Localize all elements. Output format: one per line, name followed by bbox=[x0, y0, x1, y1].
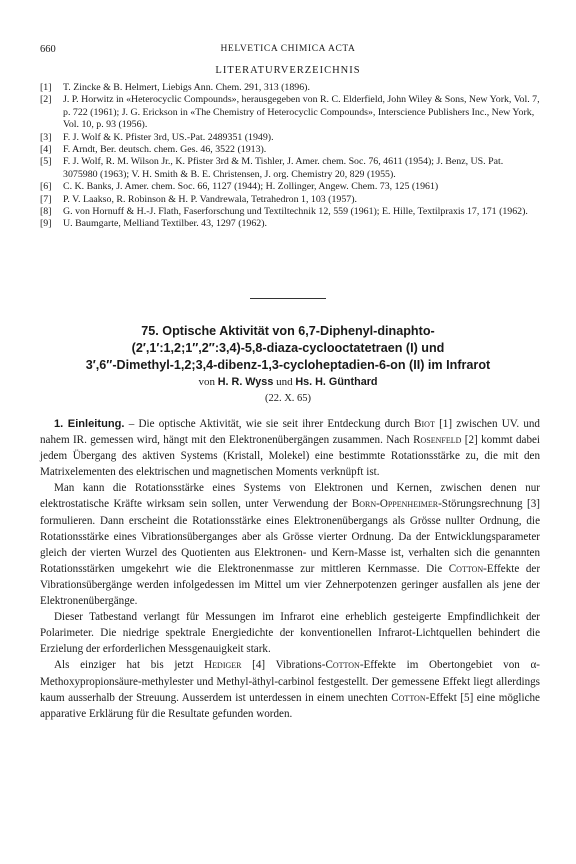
reference-number: [8] bbox=[40, 206, 52, 218]
paragraph-text: – Die optische Aktivität, wie sie seit ihrer Entdeckung durch bbox=[124, 418, 415, 430]
author-citation: Rosenfeld bbox=[413, 434, 462, 447]
reference-text: P. V. Laakso, R. Robinson & H. P. Vandrewala, Tetrahedron 1, 103 (1957). bbox=[63, 193, 357, 205]
paragraph-text: [1] zwischen UV. und nahem IR. gemessen wird, hängt mit den Elektronenübergängen zusammen. Nach bbox=[40, 418, 540, 447]
reference-number: [3] bbox=[40, 131, 52, 143]
reference-item bbox=[40, 206, 540, 218]
paragraph-text: [2] kommt dabei jedem Übergang des aktiven Systems (Kristall, Molekel) eine bestimmte Rotationsstärke zu, die mit den Matrixelementen des elektrischen und magnetischen Moments verknüpft ist. bbox=[40, 434, 540, 479]
references-heading: LITERATURVERZEICHNIS bbox=[215, 65, 361, 76]
reference-number: [5] bbox=[40, 156, 52, 168]
article-title bbox=[40, 323, 536, 374]
section-heading: 1. Einleitung. bbox=[54, 418, 125, 430]
reference-text: T. Zincke & B. Helmert, Liebigs Ann. Chem. 291, 313 (1896). bbox=[63, 82, 310, 93]
paragraph-text: -Störungsrechnung [3] formulieren. Dann erscheint die Rotationsstärke eines Elektronenübergangs als Grösse nullter Ordnung, die Rotationsstärke eines Vibrationsüberganges aber als Grösse vierter Ordnung. Da der Entwicklungsparameter gleich der vierten Wurzel des Quotienten aus Elektronen- und Kern-Masse ist, verhalten sich die genannten Rotationsstärken umgekehrt wie die Elektronenmasse zur mittleren Kernmasse. Die bbox=[40, 498, 540, 575]
reference-item bbox=[40, 82, 540, 94]
reference-item bbox=[40, 132, 540, 144]
paragraph: Dieser Tatbestand verlangt für Messungen im Infrarot eine erheblich gesteigerte Empfindlichkeit der Polarimeter. Die niedrige spektrale Energiedichte der konventionellen Infrarot-Lichtquellen behindert die Erzielung der erforderlichen Messgenauigkeit stark. bbox=[40, 611, 540, 656]
title-line: 3′,6″-Dimethyl-1,2;3,4-dibenz-1,3-cycloheptadien-6-on (II) im Infrarot bbox=[85, 358, 491, 372]
authors-prefix: von bbox=[198, 376, 215, 388]
author-citation: Cotton bbox=[325, 659, 360, 672]
paragraph-text: Als einziger hat bis jetzt bbox=[54, 659, 205, 672]
paragraph bbox=[40, 657, 540, 721]
reference-number: [4] bbox=[40, 144, 52, 156]
reference-number: [7] bbox=[40, 193, 52, 205]
paragraph-text: Man kann die Rotationsstärke eines Systems von Elektronen und Kernen, zwischen denen nur elektrostatische Kräfte wirksam sein sollen, unter Verwendung der bbox=[40, 482, 540, 511]
author-citation: Biot bbox=[414, 418, 435, 430]
reference-text: F. J. Wolf & K. Pfister 3rd, US.-Pat. 2489351 (1949). bbox=[63, 131, 274, 143]
journal-title: HELVETICA CHIMICA ACTA bbox=[220, 44, 356, 54]
title-line: (2′,1′:1,2;1″,2″:3,4)-5,8-diaza-cyclooctatetraen (I) und bbox=[131, 341, 445, 355]
paragraph-text: -Effekt [5] eine mögliche apparative Erklärung für die Resultate gefunden worden. bbox=[40, 691, 540, 720]
paragraph bbox=[40, 480, 540, 609]
reference-text: F. Arndt, Ber. deutsch. chem. Ges. 46, 3522 (1913). bbox=[63, 144, 267, 156]
author-citation: Born-Oppenheimer bbox=[351, 498, 439, 511]
received-date: (22. X. 65) bbox=[264, 393, 312, 404]
reference-number: [2] bbox=[40, 94, 52, 106]
reference-item bbox=[40, 194, 540, 206]
paragraph-text: -Effekte der Vibrationsübergänge werden infolgedessen im Mittel um vier Zehnerpotenzen geringer ausfallen als jene der Elektronenübergänge. bbox=[40, 562, 541, 608]
article-authors bbox=[40, 376, 536, 388]
reference-item bbox=[40, 156, 540, 181]
paragraph bbox=[40, 416, 540, 480]
reference-list bbox=[40, 82, 540, 231]
reference-text: G. von Hornuff & H.-J. Flath, Faserforschung und Textiltechnik 12, 559 (1961); E. Hille, Textilpraxis 17, 171 (1962). bbox=[63, 206, 528, 218]
paragraph-text: [4] Vibrations- bbox=[241, 659, 326, 672]
paragraph-text: -Effekte im Obertongebiet von α-Methoxypropionsäure-methylester und Methyl-äthyl-carbinol festgestellt. Der gemessene Effekt liegt allerdings kaum ausserhalb der Streuung. Ausserdem ist unterdessen in einem unechten bbox=[40, 659, 540, 704]
reference-item bbox=[40, 181, 540, 193]
page-number: 660 bbox=[40, 44, 56, 55]
author-name: H. R. Wyss bbox=[217, 376, 274, 388]
author-citation: Cotton bbox=[391, 691, 426, 704]
section-divider bbox=[250, 298, 326, 299]
reference-number: [6] bbox=[40, 181, 52, 193]
reference-text: F. J. Wolf, R. M. Wilson Jr., K. Pfister 3rd & M. Tishler, J. Amer. chem. Soc. 76, 4611 (1954); J. Benz, US. Pat. 3075980 (1963); V. H. Smith & B. E. Christensen, J. org. Chemistry 20, 829 (1955). bbox=[63, 156, 504, 180]
author-citation: Hediger bbox=[204, 659, 242, 672]
reference-text: J. P. Horwitz in «Heterocyclic Compounds», herausgegeben von R. C. Elderfield, John Wiley & Sons, New York, Vol. 7, p. 722 (1961); J. G. Erickson in «The Chemistry of Heterocyclic Compounds», Interscience Publishers Inc., New York, Vol. 10, p. 93 (1956). bbox=[63, 94, 540, 131]
reference-item bbox=[40, 144, 540, 156]
reference-number: [9] bbox=[40, 218, 52, 230]
reference-text: C. K. Banks, J. Amer. chem. Soc. 66, 1127 (1944); H. Zollinger, Angew. Chem. 73, 125 (1961) bbox=[63, 181, 439, 193]
running-head bbox=[40, 44, 536, 58]
reference-number: [1] bbox=[40, 82, 52, 93]
title-line: 75. Optische Aktivität von 6,7-Diphenyl-dinaphto- bbox=[141, 324, 435, 338]
reference-item bbox=[40, 218, 540, 230]
author-citation: Cotton bbox=[448, 562, 484, 575]
reference-item bbox=[40, 94, 540, 131]
reference-text: U. Baumgarte, Melliand Textilber. 43, 1297 (1962). bbox=[63, 218, 267, 230]
author-name: Hs. H. Günthard bbox=[295, 376, 378, 388]
authors-conjunction: und bbox=[276, 376, 293, 388]
article-body bbox=[40, 416, 540, 722]
